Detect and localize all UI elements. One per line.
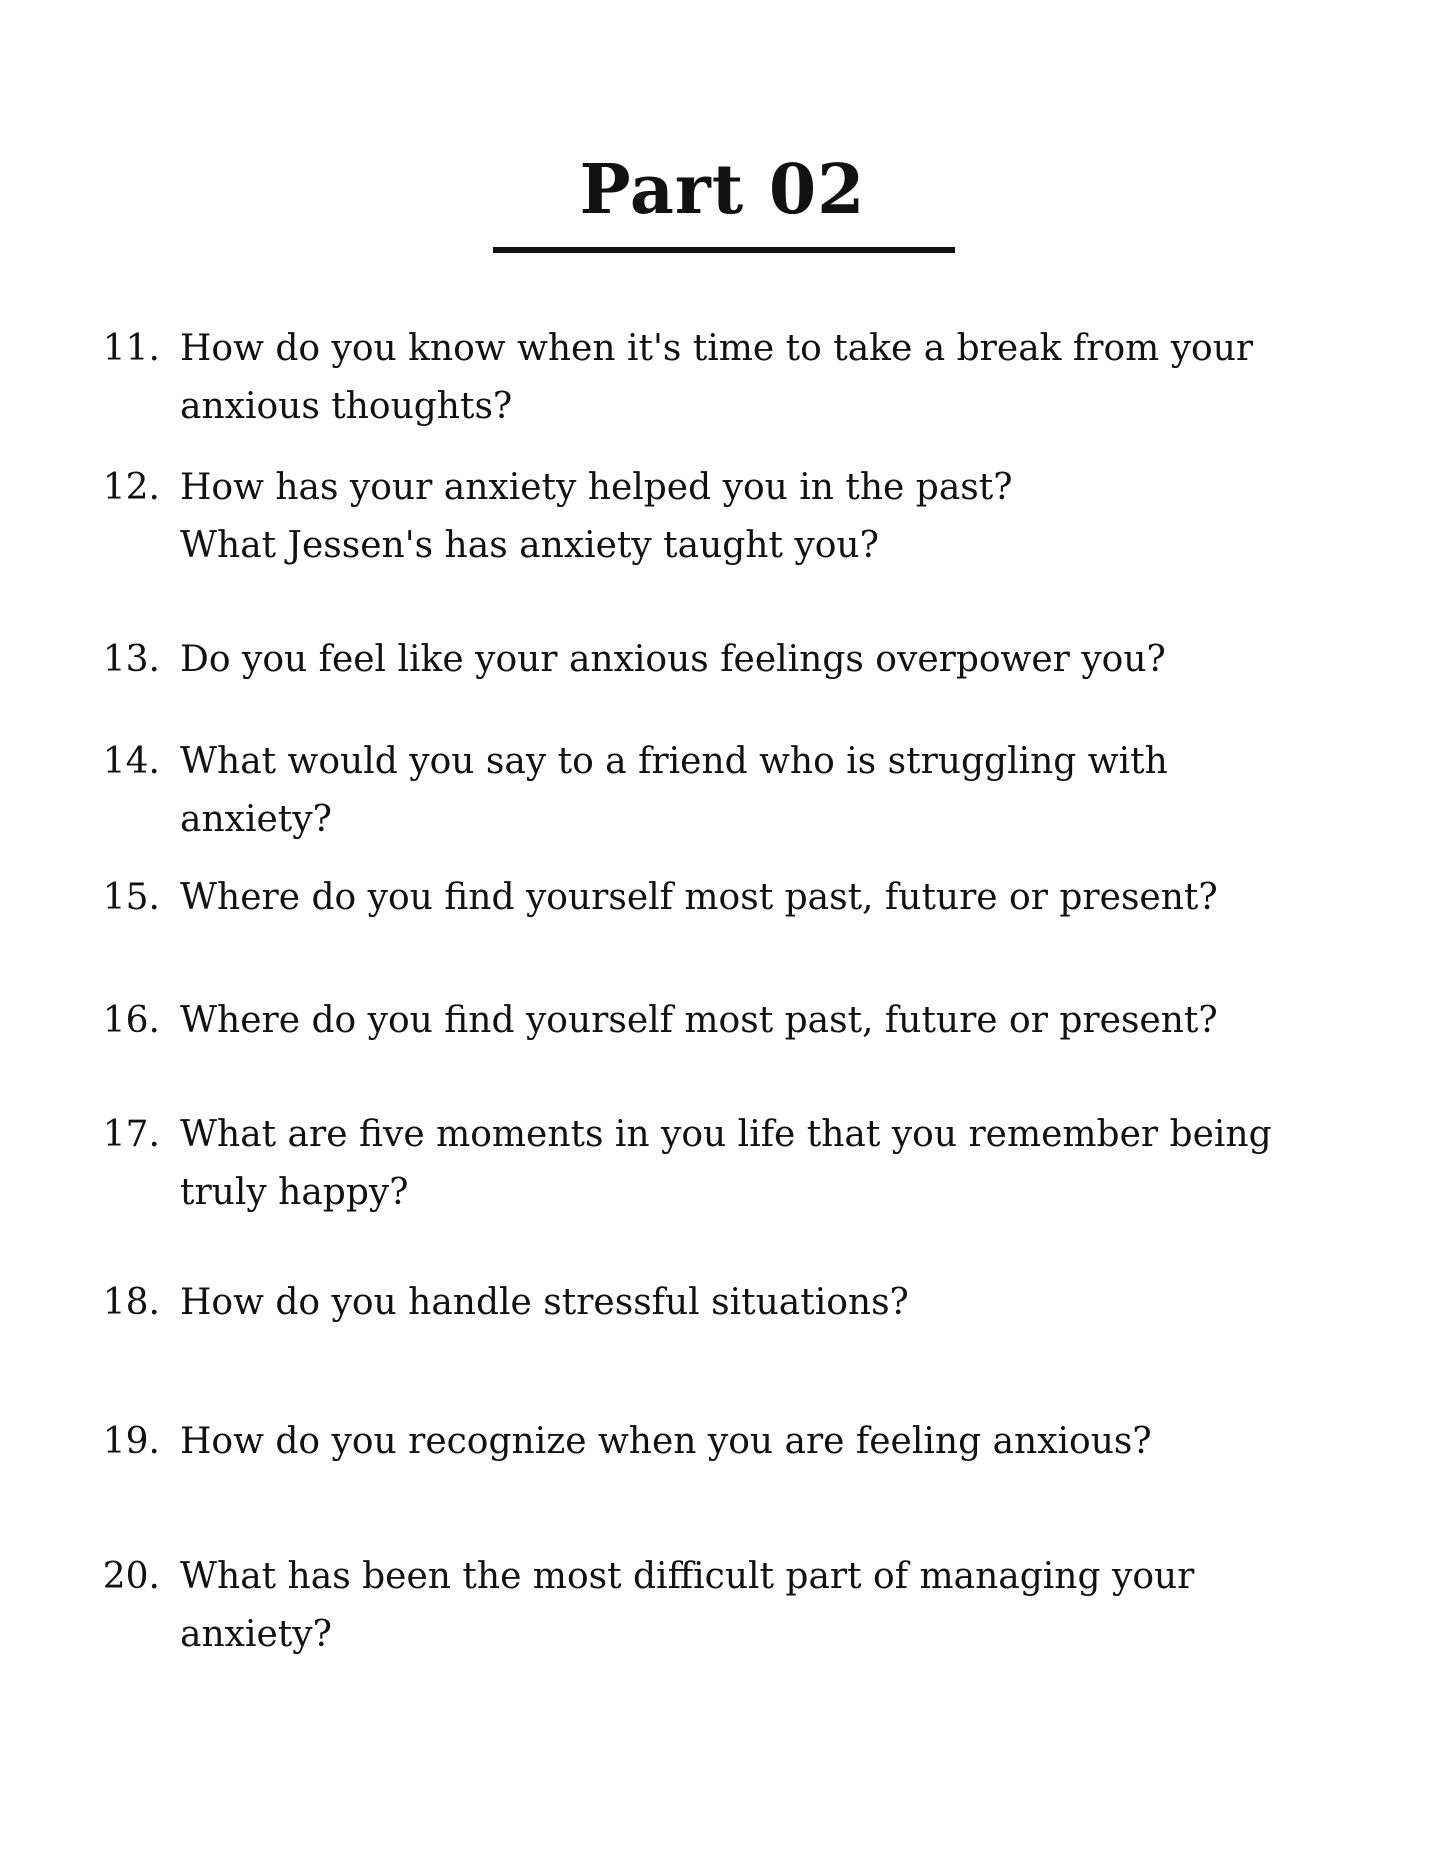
page-title: Part 02	[579, 150, 866, 230]
question-text: How do you know when it's time to take a break from your anxious thoughts?	[180, 328, 1254, 427]
question-text: What has been the most difficult part of managing your anxiety?	[180, 1556, 1195, 1655]
question-number: 19.	[102, 1421, 160, 1462]
question-number: 13.	[102, 639, 160, 680]
title-underline-divider	[493, 247, 955, 253]
question-text: Where do you find yourself most past, future or present?	[180, 1000, 1218, 1041]
question-number: 18.	[102, 1282, 160, 1323]
question-number: 16.	[102, 1000, 160, 1041]
question-text: Where do you find yourself most past, future or present?	[180, 877, 1218, 918]
question-number: 17.	[102, 1114, 160, 1155]
question-number: 12.	[102, 467, 160, 508]
question-text: What would you say to a friend who is struggling with anxiety?	[180, 741, 1168, 840]
question-text: What are five moments in you life that you remember being truly happy?	[180, 1114, 1272, 1213]
question-text: How has your anxiety helped you in the past? What Jessen's has anxiety taught you?	[180, 467, 1013, 566]
question-number: 14.	[102, 741, 160, 782]
question-text: How do you handle stressful situations?	[180, 1282, 909, 1323]
question-text: Do you feel like your anxious feelings overpower you?	[180, 639, 1166, 680]
question-text: How do you recognize when you are feeling anxious?	[180, 1421, 1152, 1462]
question-number: 15.	[102, 877, 160, 918]
question-number: 20.	[102, 1556, 160, 1597]
question-number: 11.	[102, 328, 160, 369]
